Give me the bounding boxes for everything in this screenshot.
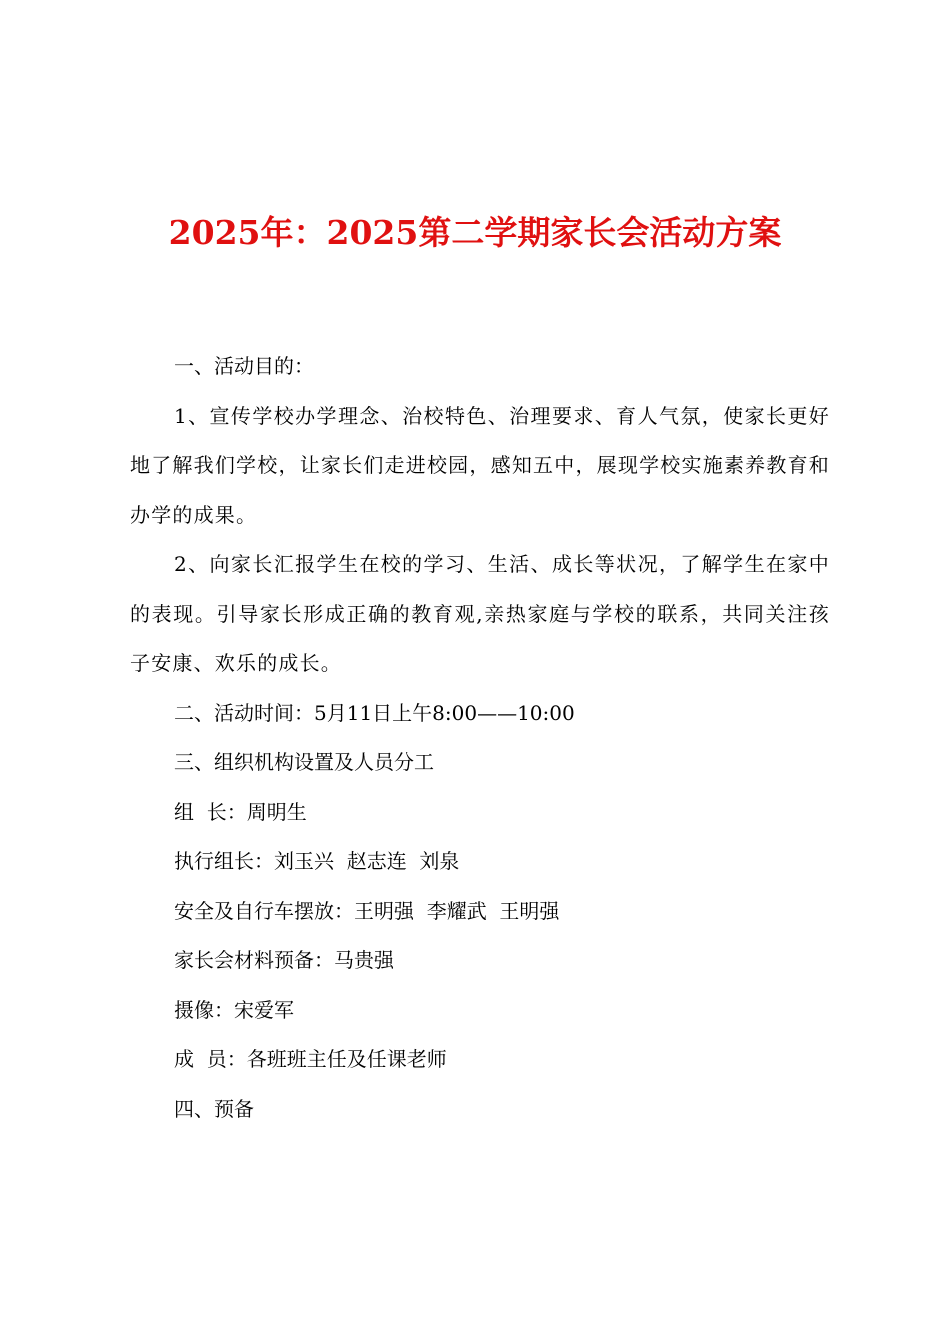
staff-leader: 组 长：周明生	[174, 799, 307, 824]
staff-safety-bicycles: 安全及自行车摆放：王明强 李耀武 王明强	[174, 898, 560, 923]
staff-executive-leaders: 执行组长：刘玉兴 赵志连 刘泉	[174, 849, 460, 873]
section-heading-time: 二、活动时间：5月11日上午8:00——10:00	[174, 700, 575, 725]
staff-members: 成 员：各班班主任及任课老师	[174, 1047, 447, 1071]
section-heading-organization: 三、组织机构设置及人员分工	[174, 750, 434, 774]
document-body	[130, 342, 830, 1134]
staff-camera: 摄像：宋爱军	[174, 997, 294, 1022]
section-heading-purpose: 一、活动目的：	[174, 354, 314, 378]
paragraph-purpose-1: 1、宣传学校办学理念、治校特色、治理要求、育人气氛，使家长更好地了解我们学校，让家长们走进校园，感知五中，展现学校实施素养教育和办学的成果。	[130, 403, 830, 527]
section-heading-preparation: 四、预备	[174, 1096, 254, 1121]
staff-materials: 家长会材料预备：马贵强	[174, 948, 394, 972]
paragraph-purpose-2: 2、向家长汇报学生在校的学习、生活、成长等状况，了解学生在家中的表现。引导家长形成正确的教育观,亲热家庭与学校的联系，共同关注孩子安康、欢乐的成长。	[130, 552, 830, 675]
document-title: 2025年：2025第二学期家长会活动方案	[168, 213, 782, 252]
